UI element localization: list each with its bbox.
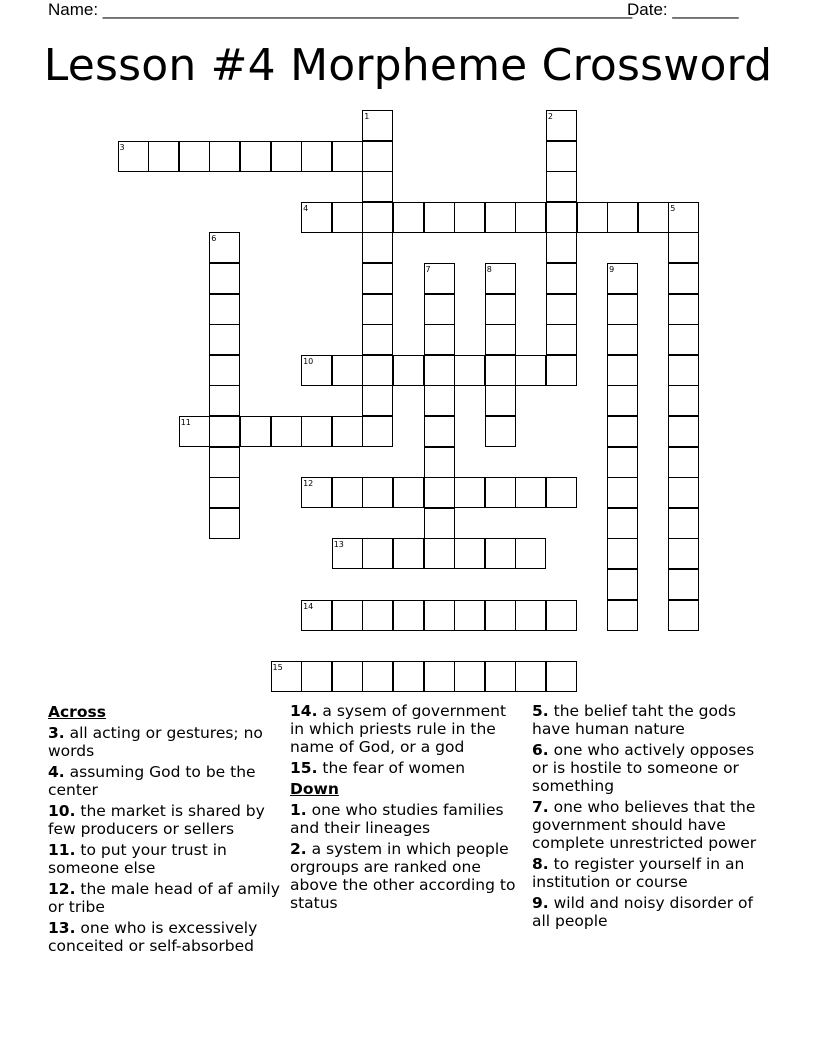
grid-cell[interactable]	[485, 324, 516, 355]
clue-down-8: 8. to register yourself in an institution or course	[532, 855, 745, 891]
grid-cell[interactable]	[485, 202, 516, 233]
grid-cell[interactable]	[546, 263, 577, 294]
grid-cell[interactable]	[362, 477, 393, 508]
grid-cell[interactable]	[546, 171, 577, 202]
clue-down-1: 1. one who studies families and their lineages	[290, 801, 504, 837]
date-line[interactable]: Date: _______	[627, 0, 739, 19]
clue-number: 12	[303, 479, 314, 489]
clue-number: 6	[211, 234, 217, 244]
grid-cell[interactable]	[515, 600, 546, 631]
clue-number: 7	[425, 265, 431, 274]
grid-cell[interactable]	[393, 355, 424, 386]
grid-cell[interactable]	[362, 355, 393, 386]
grid-cell[interactable]	[485, 294, 516, 325]
grid-cell[interactable]	[607, 202, 638, 233]
grid-cell[interactable]	[424, 294, 455, 325]
grid-cell[interactable]	[393, 600, 424, 631]
grid-cell[interactable]	[362, 232, 393, 263]
grid-cell[interactable]	[485, 600, 516, 631]
grid-cell[interactable]	[332, 141, 363, 172]
grid-cell[interactable]	[546, 141, 577, 172]
grid-cell[interactable]	[607, 416, 638, 447]
grid-cell[interactable]	[424, 600, 455, 631]
grid-cell[interactable]	[332, 416, 363, 447]
grid-cell[interactable]	[209, 263, 240, 294]
grid-cell[interactable]	[332, 661, 363, 692]
grid-cell[interactable]	[393, 202, 424, 233]
grid-cell[interactable]	[424, 661, 455, 692]
grid-cell[interactable]	[209, 508, 240, 539]
clue-down-5: 5. the belief taht the gods have human nature	[532, 702, 736, 738]
clue-number: 15	[272, 662, 283, 672]
down-heading: Down	[290, 780, 339, 798]
grid-cell[interactable]	[485, 263, 516, 294]
grid-cell[interactable]	[424, 324, 455, 355]
grid-cell[interactable]	[454, 600, 485, 631]
grid-cell[interactable]	[271, 416, 302, 447]
clue-down-2: 2. a system in which people orgroups are ranked one above the other according to status	[290, 840, 516, 912]
grid-cell[interactable]	[485, 355, 516, 386]
grid-cell[interactable]	[362, 263, 393, 294]
grid-cell[interactable]	[362, 600, 393, 631]
grid-cell[interactable]	[240, 416, 271, 447]
grid-cell[interactable]	[668, 569, 699, 600]
clue-across-15: 15. the fear of women	[290, 759, 466, 777]
grid-cell[interactable]	[362, 171, 393, 202]
clue-number: 5	[670, 203, 676, 213]
grid-cell[interactable]	[362, 416, 393, 447]
grid-cell[interactable]	[209, 477, 240, 508]
grid-cell[interactable]	[362, 202, 393, 233]
clue-number: 1	[364, 112, 370, 121]
grid-cell[interactable]	[607, 294, 638, 325]
grid-cell[interactable]	[301, 141, 332, 172]
grid-cell[interactable]	[485, 538, 516, 569]
clue-across-4: 4. assuming God to be the center	[48, 763, 256, 799]
grid-cell[interactable]	[332, 202, 363, 233]
grid-cell[interactable]	[668, 600, 699, 631]
grid-cell[interactable]	[668, 324, 699, 355]
grid-cell[interactable]	[515, 202, 546, 233]
grid-cell[interactable]	[271, 141, 302, 172]
clue-number: 9	[609, 265, 615, 274]
grid-cell[interactable]	[240, 141, 271, 172]
grid-cell[interactable]	[148, 141, 179, 172]
grid-cell[interactable]	[454, 661, 485, 692]
grid-cell[interactable]	[209, 355, 240, 386]
grid-cell[interactable]	[668, 447, 699, 478]
grid-cell[interactable]	[607, 385, 638, 416]
clue-down-9: 9. wild and noisy disorder of all people	[532, 894, 753, 930]
grid-cell[interactable]	[485, 661, 516, 692]
grid-cell[interactable]	[209, 141, 240, 172]
grid-cell[interactable]	[668, 538, 699, 569]
grid-cell[interactable]	[546, 600, 577, 631]
clue-down-6: 6. one who actively opposes or is hostile to someone or something	[532, 741, 755, 795]
grid-cell[interactable]	[485, 477, 516, 508]
grid-cell[interactable]	[362, 141, 393, 172]
grid-cell[interactable]	[301, 202, 332, 233]
clue-across-10: 10. the market is shared by few producers or sellers	[48, 802, 265, 838]
grid-cell[interactable]	[271, 661, 302, 692]
grid-cell[interactable]	[515, 355, 546, 386]
grid-cell[interactable]	[362, 110, 393, 141]
grid-cell[interactable]	[607, 324, 638, 355]
grid-cell[interactable]	[209, 232, 240, 263]
grid-cell[interactable]	[668, 294, 699, 325]
grid-cell[interactable]	[362, 385, 393, 416]
grid-cell[interactable]	[209, 294, 240, 325]
grid-cell[interactable]	[424, 538, 455, 569]
grid-cell[interactable]	[546, 661, 577, 692]
clue-number: 8	[486, 265, 492, 274]
grid-cell[interactable]	[301, 661, 332, 692]
clue-across-11: 11. to put your trust in someone else	[48, 841, 227, 877]
grid-cell[interactable]	[577, 202, 608, 233]
grid-cell[interactable]	[668, 385, 699, 416]
grid-cell[interactable]	[424, 508, 455, 539]
grid-cell[interactable]	[607, 447, 638, 478]
grid-cell[interactable]	[362, 294, 393, 325]
grid-cell[interactable]	[546, 324, 577, 355]
grid-cell[interactable]	[607, 263, 638, 294]
clue-column-3	[532, 702, 772, 933]
clue-across-12: 12. the male head of af amily or tribe	[48, 880, 280, 916]
grid-cell[interactable]	[424, 477, 455, 508]
clue-across-14: 14. a sysem of government in which priests rule in the name of God, or a god	[290, 702, 507, 756]
grid-cell[interactable]	[424, 202, 455, 233]
grid-cell[interactable]	[638, 202, 669, 233]
grid-cell[interactable]	[607, 355, 638, 386]
grid-cell[interactable]	[515, 477, 546, 508]
grid-cell[interactable]	[485, 385, 516, 416]
clue-number: 13	[333, 540, 344, 550]
grid-cell[interactable]	[362, 661, 393, 692]
grid-cell[interactable]	[607, 600, 638, 631]
clue-number: 10	[303, 356, 314, 366]
clue-across-13: 13. one who is excessively conceited or self-absorbed	[48, 919, 258, 955]
grid-cell[interactable]	[668, 263, 699, 294]
grid-cell[interactable]	[179, 141, 210, 172]
grid-cell[interactable]	[332, 477, 363, 508]
clue-across-3: 3. all acting or gestures; no words	[48, 724, 263, 760]
grid-cell[interactable]	[332, 600, 363, 631]
grid-cell[interactable]	[118, 141, 149, 172]
name-line[interactable]: Name: ________________________________________________________	[48, 0, 633, 19]
grid-cell[interactable]	[393, 477, 424, 508]
grid-cell[interactable]	[301, 355, 332, 386]
clue-column-2	[290, 702, 522, 915]
grid-cell[interactable]	[546, 477, 577, 508]
grid-cell[interactable]	[515, 538, 546, 569]
clue-column-1	[48, 702, 280, 958]
grid-cell[interactable]	[424, 385, 455, 416]
grid-cell[interactable]	[209, 447, 240, 478]
grid-cell[interactable]	[301, 416, 332, 447]
grid-cell[interactable]	[668, 508, 699, 539]
grid-cell[interactable]	[546, 202, 577, 233]
grid-cell[interactable]	[546, 294, 577, 325]
grid-cell[interactable]	[424, 447, 455, 478]
clue-number: 14	[303, 601, 314, 611]
grid-cell[interactable]	[546, 232, 577, 263]
grid-cell[interactable]	[424, 416, 455, 447]
grid-cell[interactable]	[332, 538, 363, 569]
grid-cell[interactable]	[332, 355, 363, 386]
grid-cell[interactable]	[668, 232, 699, 263]
clue-number: 2	[547, 112, 553, 121]
grid-cell[interactable]	[607, 477, 638, 508]
grid-cell[interactable]	[209, 416, 240, 447]
grid-cell[interactable]	[668, 355, 699, 386]
grid-cell[interactable]	[362, 324, 393, 355]
grid-cell[interactable]	[515, 661, 546, 692]
grid-cell[interactable]	[454, 477, 485, 508]
grid-cell[interactable]	[546, 110, 577, 141]
clue-number: 11	[180, 418, 191, 427]
grid-cell[interactable]	[393, 538, 424, 569]
grid-cell[interactable]	[393, 661, 424, 692]
grid-cell[interactable]	[209, 385, 240, 416]
grid-cell[interactable]	[424, 263, 455, 294]
grid-cell[interactable]	[454, 202, 485, 233]
clue-number: 3	[119, 142, 125, 152]
grid-cell[interactable]	[209, 324, 240, 355]
clue-number: 4	[303, 203, 309, 213]
clue-down-7: 7. one who believes that the government should have complete unrestricted power	[532, 798, 757, 852]
grid-cell[interactable]	[607, 569, 638, 600]
grid-cell[interactable]	[607, 508, 638, 539]
grid-cell[interactable]	[668, 477, 699, 508]
grid-cell[interactable]	[179, 416, 210, 447]
grid-cell[interactable]	[485, 416, 516, 447]
across-heading: Across	[48, 703, 106, 721]
grid-cell[interactable]	[424, 355, 455, 386]
grid-cell[interactable]	[362, 538, 393, 569]
grid-cell[interactable]	[454, 538, 485, 569]
grid-cell[interactable]	[546, 355, 577, 386]
grid-cell[interactable]	[454, 355, 485, 386]
page-title: Lesson #4 Morpheme Crossword	[43, 40, 773, 91]
grid-cell[interactable]	[301, 600, 332, 631]
grid-cell[interactable]	[668, 202, 699, 233]
grid-cell[interactable]	[607, 538, 638, 569]
grid-cell[interactable]	[301, 477, 332, 508]
grid-cell[interactable]	[668, 416, 699, 447]
